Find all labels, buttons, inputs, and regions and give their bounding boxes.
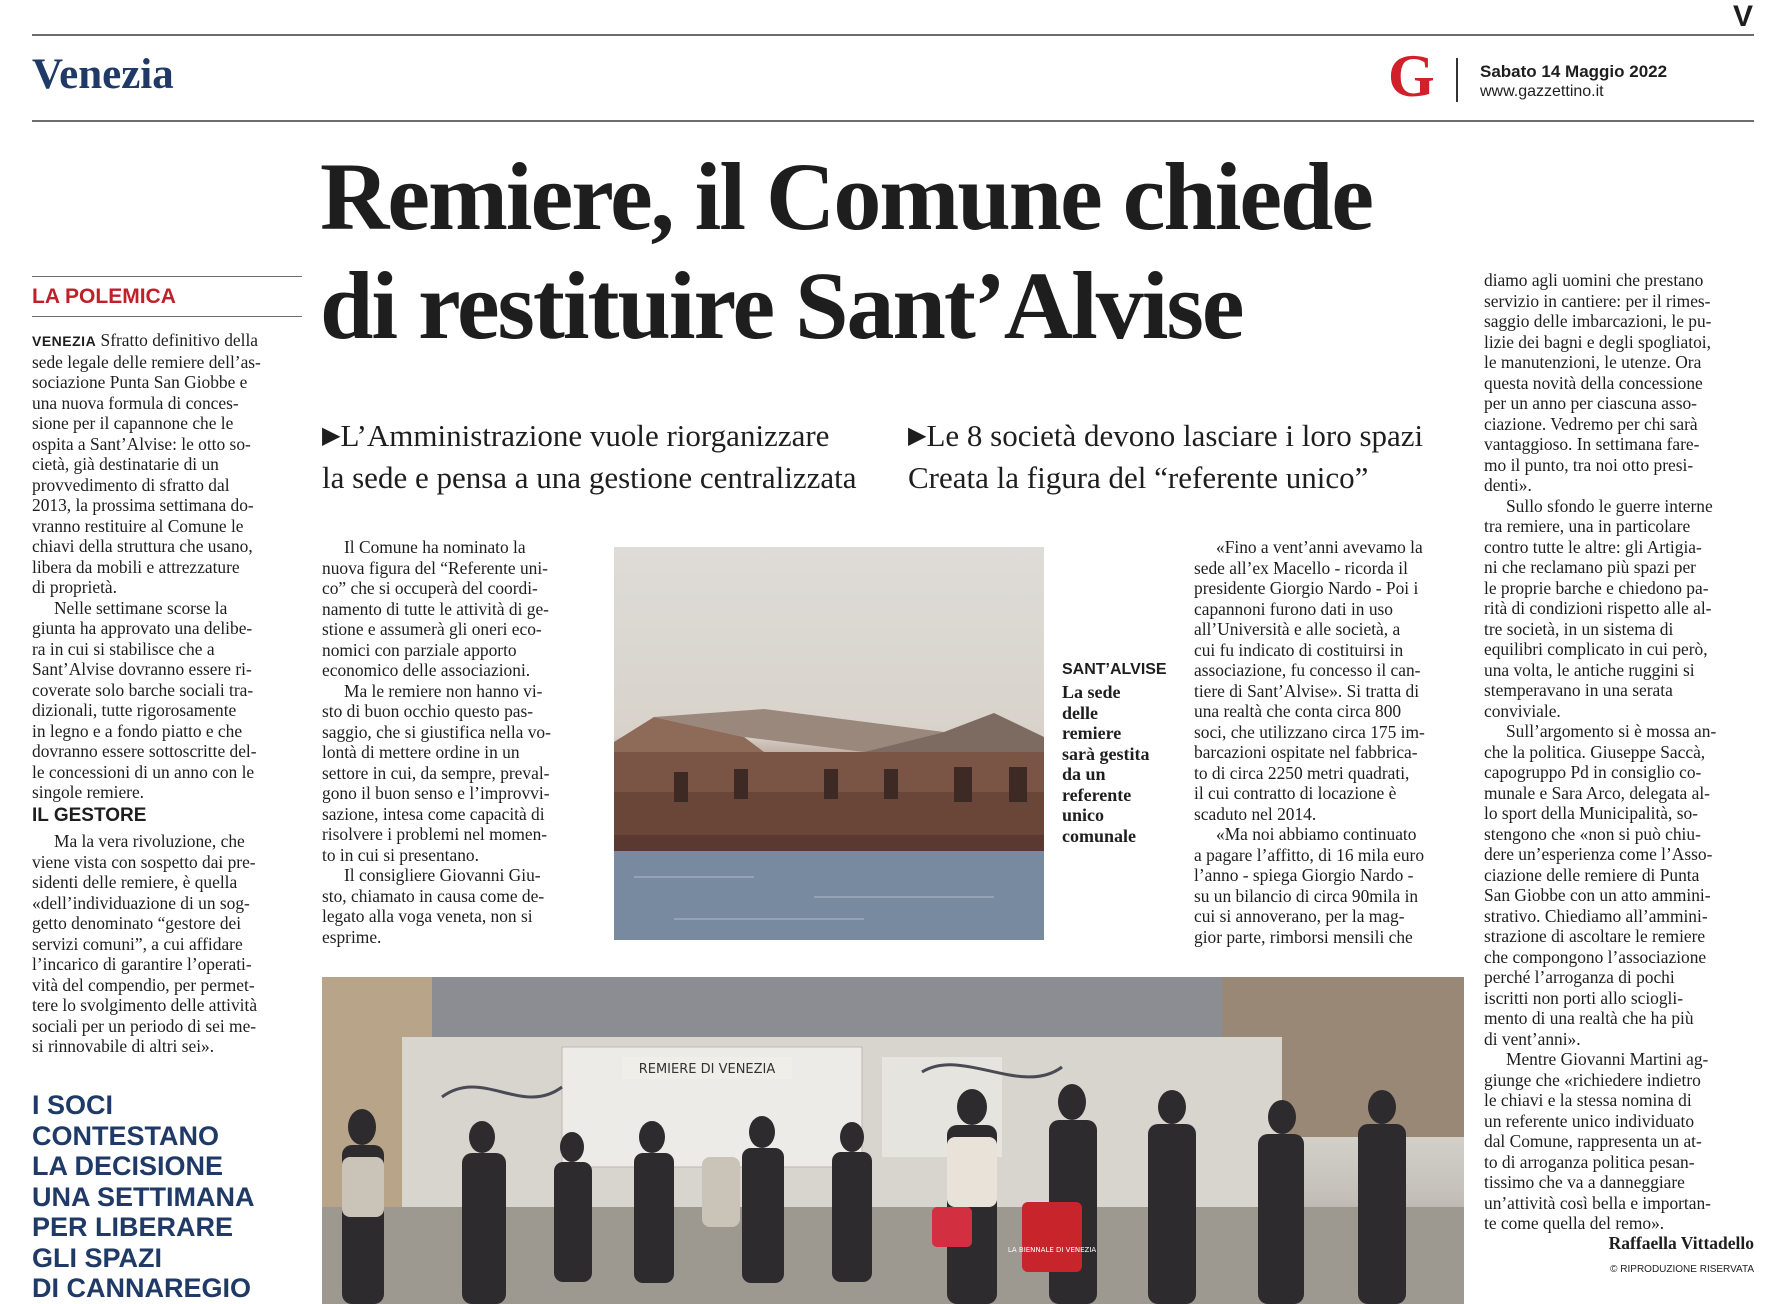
subheadline-left [322,415,892,498]
text-line: nuova figura del “Referente uni- [322,557,548,578]
headline-line: Remiere, il Comune chiede [320,143,1372,250]
text-line: tra remiere, una in particolare [1484,516,1691,536]
text-line: dovranno essere sottoscritte del- [32,741,257,761]
left-column-text-2 [32,831,302,1057]
kicker-rule-top [32,276,302,277]
masthead-rule [32,120,1754,122]
text-line: scaduto nel 2014. [1194,803,1317,824]
text-line: tiere di Sant’Alvise». Si tratta di [1194,680,1420,701]
text-line: chiavi della struttura che usano, [32,536,253,556]
text-line: «Fino a vent’anni avevamo la [1216,537,1423,557]
text-line: le manutenzioni, le utenze. Ora [1484,352,1702,372]
text-line: sociali per un periodo di sei me- [32,1015,257,1036]
text-line: Ma la vera rivoluzione, che [54,831,245,851]
text-line: nomici con parziale apporto [322,639,517,660]
text-line: risolvere i problemi nel momen- [322,824,548,844]
text-line: le chiavi e la stessa nomina di [1484,1090,1692,1110]
paragraph [1194,824,1464,947]
text-line: strazione di ascoltare le remiere [1484,926,1706,946]
text-line: di proprietà. [32,577,117,597]
text-line: servizi comuni”, a cui affidare [32,933,243,954]
text-line: perché l’arroganza di pochi [1484,967,1675,987]
text-line: co” che si occuperà del coordi- [322,578,538,598]
text-line: saggio delle imbarcazioni, le pu- [1484,311,1712,331]
text-line: «dell’individuazione di un sog- [32,892,250,913]
text-line: Sull’argomento si è mossa an- [1506,721,1717,741]
text-line: settore in cui, da sempre, preval- [322,762,550,783]
text-line: PER LIBERARE [32,1212,234,1242]
text-line: le concessioni di un anno con le [32,761,255,782]
text-line: soci, che utilizzano circa 175 im- [1194,721,1425,742]
photo-sant-alvise [614,547,1044,940]
text-line: tissimo che va a danneggiare [1484,1172,1685,1192]
text-line: che la politica. Giuseppe Saccà, [1484,741,1706,762]
text-line: dizionali, tutte rigorosamente [32,700,237,720]
text-line: unico [1062,805,1105,825]
text-line: coverate solo barche sociali tra- [32,679,254,700]
paragraph [322,681,592,866]
text-line: tere lo svolgimento delle attività [32,995,258,1015]
text-line: servizio in cantiere: per il rimes- [1484,290,1711,311]
paragraph [1484,496,1754,722]
text-line: per un anno per ciascuna asso- [1484,393,1697,413]
text-line: comunale [1062,825,1136,846]
text-line: gono il buon senso e l’improvvi- [322,783,550,803]
text-line: una volta, le antiche ruggini si [1484,659,1695,680]
text-line: Mentre Giovanni Martini ag- [1506,1049,1709,1069]
text-line: da un [1062,764,1106,784]
column-2-text [322,537,592,947]
crowd-illustration [322,977,1464,1304]
text-line: vantaggioso. In settimana fare- [1484,434,1700,454]
text-line: to di circa 2250 metri quadrati, [1194,762,1410,783]
text-line: che compongono l’associazione [1484,946,1707,967]
text-line: remiere [1062,723,1122,743]
text-line: dere un’esperienza come l’Asso- [1484,844,1713,864]
text-line: cietà, già destinatarie di un [32,454,219,474]
paragraph [1194,537,1464,824]
paragraph [322,537,592,681]
text-line: sto di buon occhio questo pas- [322,701,534,721]
banner-text: REMIERE DI VENEZIA [638,1062,776,1077]
photo-caption-label: SANT’ALVISE [1062,661,1167,678]
text-line: to in cui si presentano. [322,844,479,865]
text-line: libera da mobili e attrezzature [32,556,240,577]
text-line: sidenti delle remiere, è quella [32,872,238,892]
paragraph [322,865,592,947]
text-line: Sfratto definitivo della [100,330,258,350]
text-line: a pagare l’affitto, di 16 mila euro [1194,844,1425,865]
pull-quote [32,1090,292,1304]
newspaper-logo: G [1388,43,1435,109]
paragraph [1484,1049,1754,1234]
text-line: questa novità della concessione [1484,372,1703,393]
text-line: UNA SETTIMANA [32,1181,255,1212]
text-line: viene vista con sospetto dai pre- [32,851,256,872]
text-line: tre società, in un sistema di [1484,618,1674,639]
text-line: una realtà che conta circa 800 [1194,701,1402,721]
right-column-text [1484,270,1754,1234]
text-line: I SOCI CONTESTANO [32,1090,219,1151]
text-line: barcazioni ospitate nel fabbrica- [1194,742,1418,762]
section-subheading: IL GESTORE [32,805,147,826]
article-headline [320,142,1470,360]
headline-line: di restituire Sant’Alvise [320,252,1243,359]
subheadline-right [908,415,1478,498]
text-line: San Giobbe con un atto ammini- [1484,885,1711,905]
text-line: ni che reclamano più spazi per [1484,557,1696,577]
text-line: rità di condizioni rispetto alle al- [1484,598,1712,618]
text-line: stengono che «non si può chiu- [1484,823,1701,844]
text-line: singole remiere. [32,782,145,802]
text-line: Il consigliere Giovanni Giu- [344,865,541,885]
text-line: sede all’ex Macello - ricorda il [1194,557,1408,578]
text-line: sociazione Punta San Giobbe e [32,372,248,392]
text-line: denti». [1484,475,1532,495]
text-line: legato alla voga veneta, non si [322,906,533,926]
text-line: capannoni furono dati in uso [1194,598,1393,619]
text-line: ospita a Sant’Alvise: le otto so- [32,433,251,454]
text-line: LA DECISIONE [32,1151,224,1181]
paragraph [32,330,302,598]
text-line: si rinnovabile di altri sei». [32,1036,215,1056]
text-line: sazione, intesa come capacità di [322,803,545,824]
text-line: un referente unico individuato [1484,1110,1695,1131]
text-line: referente [1062,784,1132,805]
text-line: gior parte, rimborsi mensili che [1194,926,1413,947]
paragraph [1484,270,1754,496]
building-illustration [614,547,1044,940]
text-line: associazione, fu concesso il can- [1194,660,1421,680]
text-line: ciazione. Vedremo per chi sarà [1484,413,1698,434]
subhead-line: ▶Le 8 società devono lasciare i loro spazi [908,418,1424,453]
text-line: esprime. [322,926,382,947]
text-line: economico delle associazioni. [322,660,531,680]
text-line: saggio, che si giustifica nella vo- [322,721,551,742]
text-line: vranno restituire al Comune le [32,515,244,536]
text-line: Sant’Alvise dovranno essere ri- [32,659,252,679]
photo-protest [322,977,1464,1304]
text-line: namento di tutte le attività di ge- [322,598,549,619]
issue-date: Sabato 14 Maggio 2022 [1480,62,1668,81]
text-line: presidente Giorgio Nardo - Poi i [1194,578,1419,598]
page-corner-letter: V [1733,0,1754,33]
text-line: «Ma noi abbiamo continuato [1216,824,1417,844]
section-title: Venezia [32,51,174,98]
text-line: lo sport della Municipalità, so- [1484,803,1698,823]
text-line: mo il punto, tra noi otto presi- [1484,454,1694,475]
top-rule [32,34,1754,36]
text-line: dal Comune, rappresenta un at- [1484,1131,1702,1151]
text-line: l’anno - spiega Giorgio Nardo - [1194,865,1414,885]
article-kicker: LA POLEMICA [32,285,176,308]
triangle-bullet-icon: ▶ [908,423,927,449]
text-line: Ma le remiere non hanno vi- [344,680,543,701]
text-line: mento di una realtà che ha più [1484,1008,1694,1028]
text-line: all’Università e alle società, a [1194,619,1401,639]
paragraph [1484,721,1754,1049]
text-line: provvedimento di sfratto dal [32,474,230,495]
text-line: sione per il capannone che le [32,413,234,433]
text-line: cui fu indicato di costituirsi in [1194,639,1404,660]
text-line: equilibri complicato in cui però, [1484,639,1708,659]
text-line: Sullo sfondo le guerre interne [1506,495,1713,516]
text-line: sarà gestita [1062,743,1150,764]
text-line: di vent’anni». [1484,1028,1581,1049]
text-line: lizie dei bagni e degli spogliatoi, [1484,331,1711,352]
text-line: Nelle settimane scorse la [54,597,228,618]
article-byline: Raffaella Vittadello [1608,1233,1754,1253]
text-line: giunta ha approvato una delibe- [32,618,253,638]
text-line: una nuova formula di conces- [32,392,239,413]
text-line: ra in cui si stabilisce che a [32,638,215,659]
dateline: VENEZIA [32,333,97,349]
subhead-line: Creata la figura del “referente unico” [908,460,1369,495]
text-line: lontà di mettere ordine in un [322,742,520,762]
copyright-notice: © RIPRODUZIONE RISERVATA [1610,1264,1754,1275]
text-line: Il Comune ha nominato la [344,537,526,557]
paragraph [32,831,302,1057]
text-line: il cui contratto di locazione è [1194,783,1397,803]
subhead-line: ▶L’Amministrazione vuole riorganizzare [322,418,830,453]
triangle-bullet-icon: ▶ [322,423,341,449]
text-line: delle [1062,702,1098,723]
text-line: in legno e a fondo piatto e che [32,720,243,741]
kicker-rule-bottom [32,316,302,317]
photo-caption [1062,682,1152,846]
text-line: capogruppo Pd in consiglio co- [1484,762,1702,782]
text-line: 2013, la prossima settimana do- [32,495,254,515]
column-4-text [1194,537,1464,947]
text-line: sto, chiamato in causa come de- [322,885,545,906]
text-line: iscritti non porti allo sciogli- [1484,987,1683,1008]
text-line: sede legale delle remiere dell’as- [32,351,261,372]
text-line: un’attività così bella e importan- [1484,1192,1711,1213]
text-line: DI CANNAREGIO [32,1273,252,1303]
paragraph [32,598,302,803]
text-line: to di arroganza politica pesan- [1484,1151,1695,1172]
text-line: te come quella del remo». [1484,1213,1665,1233]
text-line: cui si annoverano, per la mag- [1194,906,1405,926]
text-line: conviviale. [1484,700,1561,721]
bag-text: LA BIENNALE DI VENEZIA [1007,1246,1097,1254]
text-line: contro tutte le altre: gli Artigia- [1484,536,1702,557]
text-line: giunge che «richiedere indietro [1484,1069,1701,1090]
text-line: getto denominato “gestore dei [32,913,242,933]
text-line: stemperavano in una serata [1484,680,1673,700]
text-line: l’incarico di garantire l’operati- [32,954,252,974]
text-line: stione e assumerà gli oneri eco- [322,619,542,639]
logo-separator [1456,58,1458,102]
text-line: vità del compendio, per permet- [32,974,255,995]
text-line: le proprie barche e chiedono pa- [1484,577,1709,598]
text-line: munale e Sara Arco, delegata al- [1484,782,1710,803]
text-line: strativo. Chiediamo all’ammini- [1484,905,1708,926]
text-line: ciazione delle remiere di Punta [1484,864,1700,885]
text-line: diamo agli uomini che prestano [1484,270,1704,290]
text-line: GLI SPAZI [32,1242,163,1273]
subhead-line: la sede e pensa a una gestione centralizzata [322,460,857,495]
text-line: su un bilancio di circa 90mila in [1194,885,1419,906]
text-line: La sede [1062,682,1121,702]
left-column-text-1 [32,330,302,803]
site-url[interactable]: www.gazzettino.it [1480,83,1604,100]
